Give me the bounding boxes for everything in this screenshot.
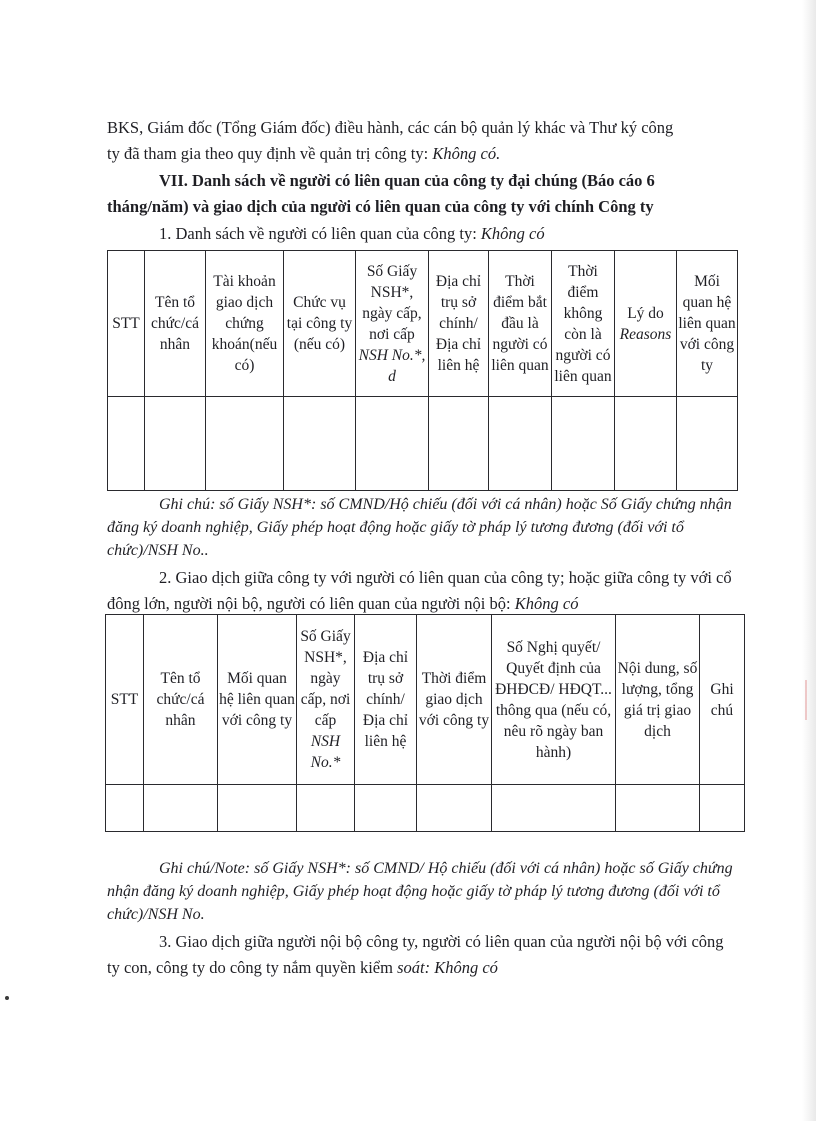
table-row — [106, 785, 745, 832]
table-cell — [489, 397, 552, 491]
col-note: Ghi chú — [700, 615, 745, 785]
col-content: Nội dung, số lượng, tổng giá trị giao dịch — [616, 615, 700, 785]
table-cell — [356, 397, 429, 491]
col-stt: STT — [106, 615, 144, 785]
intro-line-2: ty đã tham gia theo quy định về quản trị công ty: Không có. — [107, 144, 501, 163]
transactions-table — [105, 614, 745, 832]
table-cell — [429, 397, 489, 491]
table-cell — [297, 785, 355, 832]
red-stamp-mark — [805, 680, 813, 720]
table-cell — [108, 397, 145, 491]
table-cell — [616, 785, 700, 832]
col-resolution: Số Nghị quyết/ Quyết định của ĐHĐCĐ/ HĐQT... thông qua (nếu có, nêu rõ ngày ban hành) — [492, 615, 616, 785]
table-cell — [218, 785, 297, 832]
col-account: Tài khoản giao dịch chứng khoán(nếu có) — [206, 251, 284, 397]
col-address: Địa chỉ trụ sở chính/ Địa chỉ liên hệ — [355, 615, 417, 785]
table-row — [108, 397, 738, 491]
col-name: Tên tổ chức/cá nhân — [144, 615, 218, 785]
table-cell — [284, 397, 356, 491]
item-2-note: Ghi chú/Note: số Giấy NSH*: số CMND/ Hộ chiếu (đối với cá nhân) hoặc số Giấy chứng nhận đăng ký doanh nghiệp, Giấy phép hoạt động hoặc giấy tờ pháp lý tương đương (đối với tổ chức)/NSH No. — [107, 860, 733, 923]
col-name: Tên tổ chức/cá nhân — [145, 251, 206, 397]
section-7-title: VII. Danh sách về người có liên quan của công ty đại chúng (Báo cáo 6 tháng/năm) và giao dịch của người có liên quan của công ty với chính Công ty — [107, 171, 655, 216]
intro-line-1: BKS, Giám đốc (Tổng Giám đốc) điều hành, các cán bộ quản lý khác và Thư ký công — [107, 118, 674, 137]
table-cell — [615, 397, 677, 491]
col-transaction-time: Thời điểm giao dịch với công ty — [417, 615, 492, 785]
table-cell — [144, 785, 218, 832]
table-header-row — [108, 251, 738, 397]
table-cell — [145, 397, 206, 491]
table-cell — [106, 785, 144, 832]
col-stt: STT — [108, 251, 145, 397]
table-cell — [552, 397, 615, 491]
table-header-row — [106, 615, 745, 785]
item-2-heading: 2. Giao dịch giữa công ty với người có liên quan của công ty; hoặc giữa công ty với cổ đông lớn, người nội bộ, người có liên quan của người nội bộ: Không có — [107, 568, 732, 613]
col-reason: Lý do Reasons — [615, 251, 677, 397]
col-end-time: Thời điểm không còn là người có liên quan — [552, 251, 615, 397]
item-1-note: Ghi chú: số Giấy NSH*: số CMND/Hộ chiếu (đối với cá nhân) hoặc Số Giấy chứng nhận đăng ký doanh nghiệp, Giấy phép hoạt động hoặc giấy tờ pháp lý tương đương (đối với tổ chức)/NSH No.. — [107, 496, 732, 559]
related-persons-table — [107, 250, 738, 491]
table-cell — [417, 785, 492, 832]
col-id: Số Giấy NSH*, ngày cấp, nơi cấp NSH No.*, d — [356, 251, 429, 397]
col-position: Chức vụ tại công ty (nếu có) — [284, 251, 356, 397]
col-relation: Mối quan hệ liên quan với công ty — [677, 251, 738, 397]
col-relation: Mối quan hệ liên quan với công ty — [218, 615, 297, 785]
item-3-heading: 3. Giao dịch giữa người nội bộ công ty, người có liên quan của người nội bộ với công ty con, công ty do công ty nắm quyền kiểm soát: Không có — [107, 932, 724, 977]
col-address: Địa chỉ trụ sở chính/ Địa chỉ liên hệ — [429, 251, 489, 397]
table-cell — [355, 785, 417, 832]
table-cell — [700, 785, 745, 832]
table-cell — [206, 397, 284, 491]
item-1-heading: 1. Danh sách về người có liên quan của công ty: Không có — [159, 224, 545, 243]
scan-edge-shadow — [802, 0, 816, 1121]
scan-speck — [5, 996, 9, 1000]
table-cell — [492, 785, 616, 832]
col-start-time: Thời điểm bắt đầu là người có liên quan — [489, 251, 552, 397]
table-cell — [677, 397, 738, 491]
col-id: Số Giấy NSH*, ngày cấp, nơi cấp NSH No.* — [297, 615, 355, 785]
intro-paragraph — [107, 115, 739, 167]
